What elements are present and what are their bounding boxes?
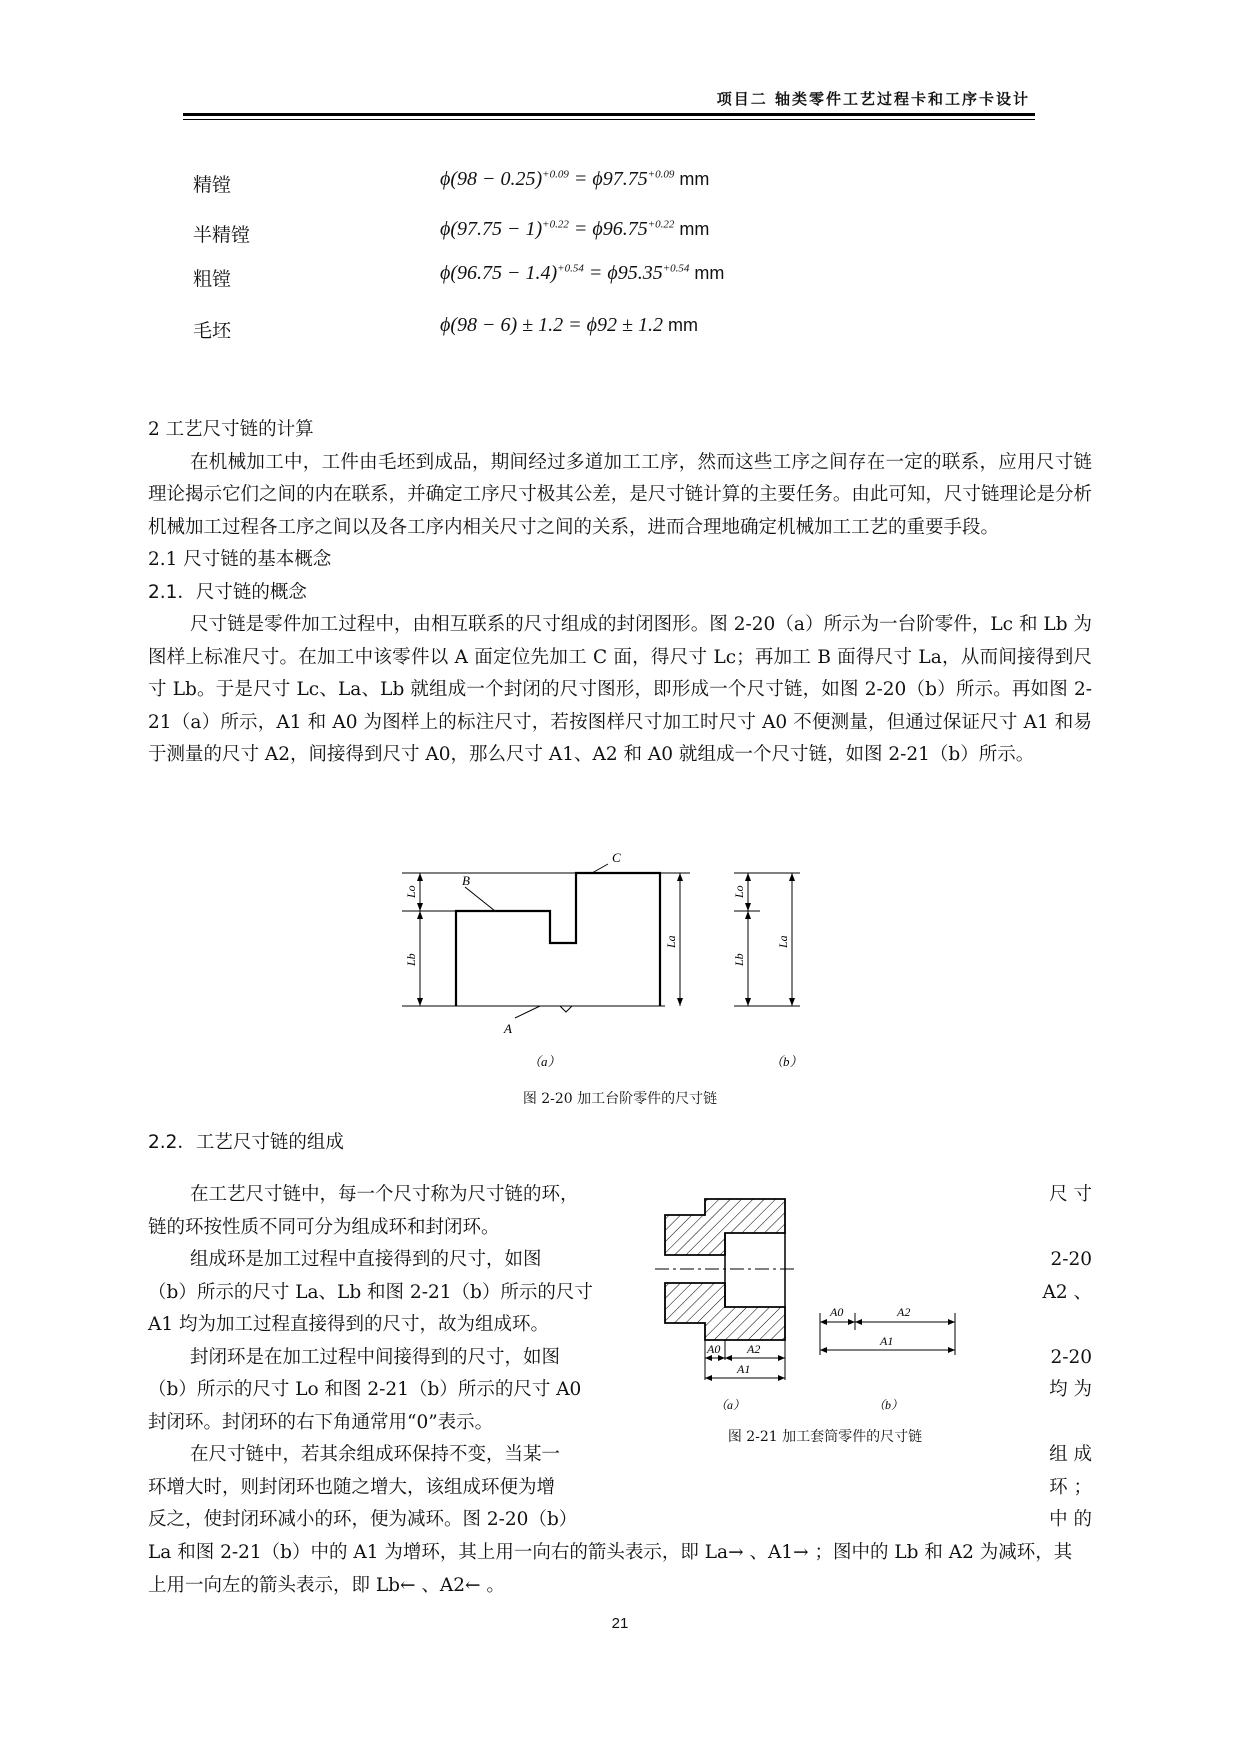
header-rule-thick <box>183 113 1035 116</box>
fig21-sub-b: （b） <box>873 1398 904 1412</box>
formula-label-2: 半精镗 <box>193 224 251 246</box>
label-Lo-b: Lo <box>732 885 746 898</box>
label-La-b: La <box>776 935 790 948</box>
fig20-sub-b: （b） <box>770 1054 803 1069</box>
section-2-1-1-paragraph: 尺寸链是零件加工过程中，由相互联系的尺寸组成的封闭图形。图 2-20（a）所示为一台阶零件，Lc 和 Lb 为图样上标准尺寸。在加工中该零件以 A 面定位先加工 C 面，得尺寸 Lc；再加工 B 面得尺寸 La，从而间接得到尺寸 Lb。于是尺寸 Lc、La、Lb 就组成一个封闭的尺寸图形，即形成一个尺寸链，如图 2-20（b）所示。再如图 2-21（a）所示，A1 和 A0 为图样上的标注尺寸，若按图样尺寸加工时尺寸 A0 不便测量，但通过保证尺寸 A1 和易于测量的尺寸 A2，间接得到尺寸 A0，那么尺寸 A1、A2 和 A0 就组成一个尺寸链，如图 2-21（b）所示。 <box>148 614 1092 765</box>
header-rule-thin <box>183 119 1035 120</box>
fig21-sub-a: （a） <box>715 1398 746 1412</box>
fig21-caption: 图 2-21 加工套筒零件的尺寸链 <box>727 1429 923 1445</box>
tail-line-2: 上用一向左的箭头表示，即 Lb← 、A2← 。 <box>148 1574 505 1596</box>
section-2-title: 2 工艺尺寸链的计算 <box>148 419 314 440</box>
tail-line-1: La 和图 2-21（b）中的 A1 为增环，其上用一向右的箭头表示，即 La→ 、A1→ ；图中的 Lb 和 A2 为减环，其 <box>148 1542 1073 1563</box>
label-Lb-a: Lb <box>404 953 418 966</box>
formula-2: $\phi(97.75 - 1)^{+0.22} = \phi 96.75^{+0.22}$ mm <box>440 218 710 240</box>
label-A2-a: A2 <box>747 1342 761 1356</box>
running-header: 项目二 轴类零件工艺过程卡和工序卡设计 <box>716 90 1030 108</box>
formula-1: $\phi(98 - 0.25)^{+0.09} = \phi 97.75^{+0.09}$ mm <box>440 168 710 190</box>
figure-2-21 <box>655 1195 1005 1430</box>
label-C: C <box>612 850 621 865</box>
section-2-1-1-title: 2.1．尺寸链的概念 <box>148 581 307 603</box>
label-Lb-b: Lb <box>732 953 746 966</box>
section-2-1-title: 2.1 尺寸链的基本概念 <box>148 549 332 570</box>
fig20-caption: 图 2-20 加工台阶零件的尺寸链 <box>522 1091 718 1107</box>
figure-2-20 <box>380 840 840 1080</box>
label-A1-a: A1 <box>737 1362 751 1376</box>
label-Lo-a: Lo <box>404 885 418 898</box>
section-2 <box>148 414 1092 772</box>
tail-paragraph <box>148 1537 1092 1602</box>
label-A: A <box>504 1021 512 1036</box>
fig20-sub-a: （a） <box>528 1054 561 1069</box>
label-A2-b: A2 <box>897 1305 911 1319</box>
label-A0-b: A0 <box>830 1305 844 1319</box>
section-2-2-title: 2.2．工艺尺寸链的组成 <box>148 1132 344 1153</box>
label-La-a: La <box>664 935 678 948</box>
formula-3: $\phi(96.75 - 1.4)^{+0.54} = \phi 95.35^{+0.54}$ mm <box>440 262 725 284</box>
wrapped-left-text: 在工艺尺寸链中，每一个尺寸称为尺寸链的环， 链的环按性质不同可分为组成环和封闭环。 组成环是加工过程中直接得到的尺寸，如图 （b）所示的尺寸 La、Lb 和图 2-21（b）所示的尺寸 A1 均为加工过程直接得到的尺寸，故为组成环。 封闭环是在加工过程中间接得到的尺寸，如图 （b）所示的尺寸 Lo 和图 2-21（b）所示的尺寸 A0 封闭环。封闭环的右下角通常用“0”表示。 在尺寸链中，若其余组成环保持不变，当某一 环增大时，则封闭环也随之增大，该组成环便为增 反之，使封闭环减小的环，便为减环。图 2-20（b） <box>148 1184 593 1530</box>
label-A1-b: A1 <box>880 1334 894 1348</box>
section-2-paragraph: 在机械加工中，工件由毛坯到成品，期间经过多道加工工序，然而这些工序之间存在一定的联系，应用尺寸链理论揭示它们之间的内在联系，并确定工序尺寸极其公差，是尺寸链计算的主要任务。由此可知，尺寸链理论是分析机械加工过程各工序之间以及各工序内相关尺寸之间的关系，进而合理地确定机械加工工艺的重要手段。 <box>148 451 1092 538</box>
formula-4: ϕ(98 − 6) ± 1.2 = ϕ92 ± 1.2 mm <box>440 314 698 336</box>
wrapped-right-text: 尺 寸 2-20 A2 、 2-20 均 为 组 成 环 ； 中 的 <box>1042 1184 1092 1530</box>
label-B: B <box>462 873 470 888</box>
label-A0-a: A0 <box>707 1342 721 1356</box>
formula-label-3: 粗镗 <box>193 268 232 290</box>
page-number: 21 <box>611 1615 629 1632</box>
formula-label-1: 精镗 <box>193 174 232 196</box>
formula-label-4: 毛坯 <box>193 320 232 342</box>
